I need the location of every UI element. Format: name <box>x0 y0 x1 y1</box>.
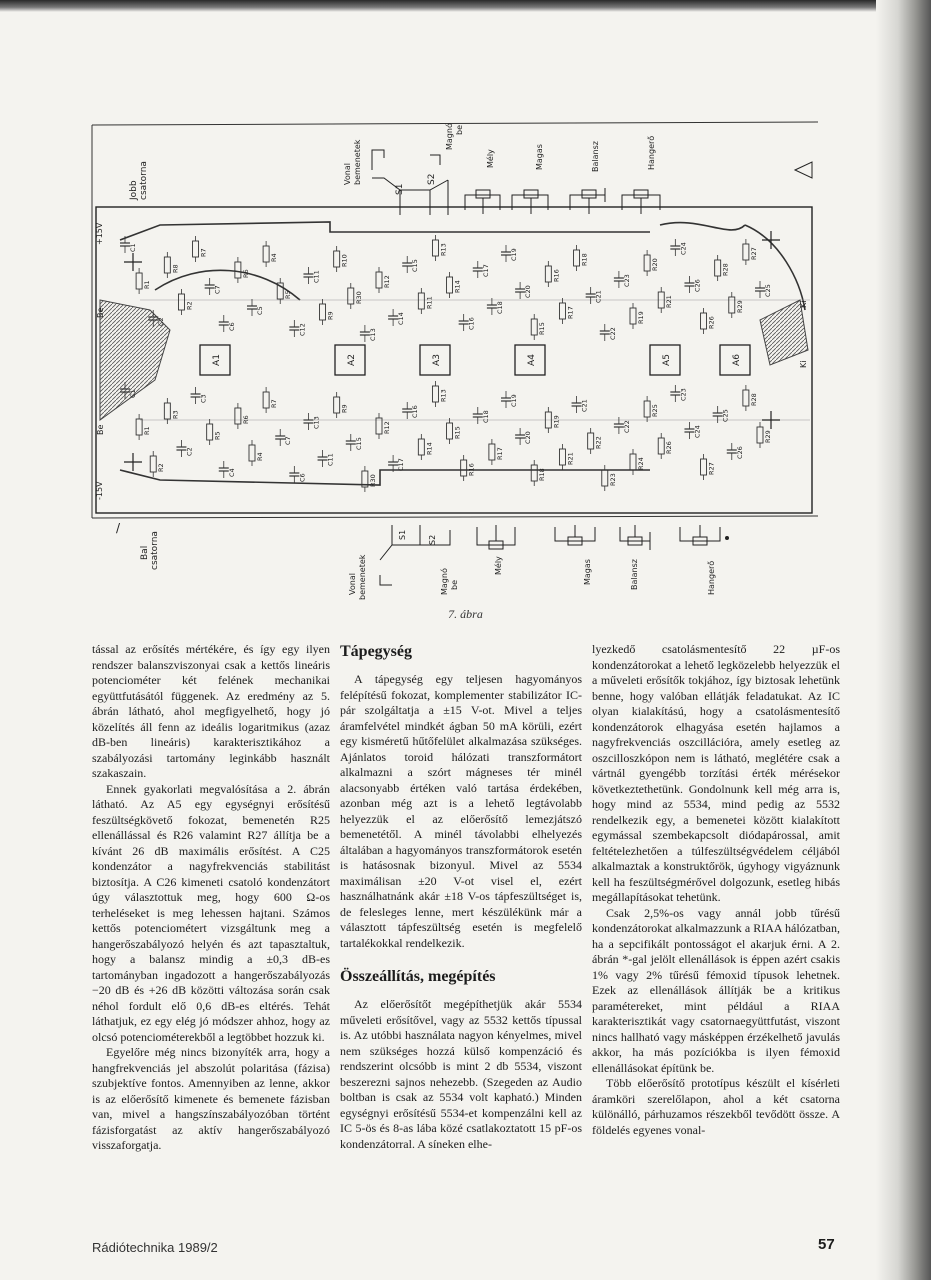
text-column-1 <box>92 642 330 1154</box>
component-label: R13 <box>439 243 448 256</box>
component-c11 <box>303 267 320 284</box>
component-label: C1 <box>129 243 137 252</box>
component-label: R18 <box>538 468 547 481</box>
component-r6 <box>235 403 250 429</box>
label-jobb: Jobb <box>129 180 139 200</box>
component-label: R6 <box>241 269 250 278</box>
component-r29 <box>757 422 772 448</box>
paragraph: Csak 2,5%-os vagy annál jobb tűrésű kondenzátorokat alkalmazzunk a RIAA hálózatban, ha a sepcifikált pontosságot el akarjuk érni. A 2. ábrán *-gal jelölt ellenállások is éppen azért csakis 1% vagy 2% tűrésű fémoxid típusok lehetnek. Ezek az ellenállások állítják be a kritikus paramétereket, mint például a RIAA karakterisztikát vagy csatornaegyüttfutást, viszont nincs hallható vagy másképpen érzékelhető javulás akkor, ha más pozíciókba is ilyen fémoxid ellenállásokat építünk be. <box>592 905 840 1075</box>
component-c7 <box>205 278 222 295</box>
component-label: R7 <box>199 248 208 257</box>
label-magas: Magas <box>535 144 544 170</box>
component-label: C21 <box>594 290 603 303</box>
component-label: R17 <box>566 306 575 319</box>
label-input-bottom: Be <box>96 424 105 435</box>
component-label: R1 <box>143 426 152 435</box>
component-r15 <box>531 314 546 340</box>
component-label: C6 <box>298 473 307 482</box>
component-r9 <box>334 392 349 418</box>
component-r1 <box>136 268 151 294</box>
label-bal: Bal <box>140 545 150 560</box>
text-column-3 <box>592 642 840 1138</box>
component-r6 <box>235 257 250 283</box>
label-hangero: Hangerő <box>647 135 656 170</box>
opamp-label: A2 <box>347 354 357 366</box>
component-label: C25 <box>721 409 730 422</box>
component-r28 <box>743 385 758 411</box>
component-r23 <box>602 465 617 491</box>
component-c13 <box>360 325 377 342</box>
component-c21 <box>572 396 589 413</box>
component-c23 <box>670 385 687 402</box>
section-heading-tapegyseg: Tápegység <box>340 643 412 660</box>
label-bemenetek-bottom: bemenetek <box>358 554 367 600</box>
component-label: R24 <box>637 457 645 470</box>
component-c16 <box>459 314 476 331</box>
top-panel-labels <box>129 123 812 215</box>
opamp-label: A6 <box>732 354 742 366</box>
frame-bottom-line <box>92 516 818 518</box>
component-label: C17 <box>481 264 490 277</box>
component-label: R10 <box>340 254 349 267</box>
component-c5 <box>247 299 264 316</box>
publication-footer: Rádiótechnika 1989/2 <box>92 1240 218 1255</box>
component-label: C5 <box>256 306 264 315</box>
component-r21 <box>559 444 574 470</box>
component-c22 <box>600 324 617 341</box>
label-be-bottom: be <box>450 580 459 590</box>
pcb-layout-figure <box>85 95 825 605</box>
component-c11 <box>318 450 335 467</box>
component-r7 <box>193 236 208 262</box>
component-label: C18 <box>495 301 504 314</box>
component-c20 <box>515 428 532 445</box>
scan-edge-right <box>876 0 931 1280</box>
component-r28 <box>715 255 730 281</box>
component-label: R5 <box>284 290 293 299</box>
component-r26 <box>658 433 673 459</box>
component-label: C15 <box>354 437 363 450</box>
component-c18 <box>473 407 490 424</box>
component-label: C23 <box>679 388 688 401</box>
component-label: R12 <box>383 275 391 288</box>
opamp-a6 <box>720 345 750 375</box>
component-label: R16 <box>467 463 476 476</box>
component-label: C6 <box>227 322 236 331</box>
component-label: R14 <box>453 280 462 293</box>
label-be: be <box>455 125 464 135</box>
component-label: C11 <box>326 453 335 466</box>
label-output-top: Ki <box>799 300 808 308</box>
component-r4 <box>249 440 264 466</box>
paragraph: Egyelőre még nincs bizonyíték arra, hogy a hangfrekvenciás jel abszolút polaritása (fázisa) szubjektíve fontos. Amennyiben az lenne, akkor is az előerősítő kimenete és bemenete fázisban van, mivel a hangszínszabályozóban történt fázisforgatást az aktív hangerőszabályozó visszaforgatja. <box>92 1045 330 1152</box>
component-label: R15 <box>453 426 462 439</box>
label-s2: S2 <box>427 173 437 185</box>
component-c15 <box>402 256 419 273</box>
component-r26 <box>701 308 716 334</box>
component-r11 <box>418 288 433 314</box>
component-label: C20 <box>524 285 533 298</box>
component-r22 <box>588 428 603 454</box>
component-label: R12 <box>383 421 391 434</box>
component-label: R7 <box>270 399 279 408</box>
component-c12 <box>289 320 306 337</box>
component-c19 <box>501 391 518 408</box>
paragraph: lyezkedő csatolásmentesítő 22 µF-os kondenzátorokat a lehető legközelebb helyezzük el a műveleti erősítők tokjához, így biztosak lehetünk benne, hogy valóban ellátják feladatukat. Az IC olyan kialakítású, hogy a csatolásmentesítő kondenzátorok elhagyása esetén hajlamos a nagyfrekvenciás oszcillációra, amely esetleg az oszcilloszkópon nem is látható, meglétére csak a vártnál gyengébb torzítási érték mérésekor következtethetünk. Gondolnunk kell még arra is, hogy mind az 5534, mind pedig az 5532 rendelkezik egy, a bemenetei között kialakított egymással szembekapcsolt diódapárossal, amit feltételezhetően a túlfeszültségvédelem céljából alkalmaztak a konstruktőrök, úgyhogy vigyáznunk kell ha feszültségmérővel dolgozunk, esetleg hibás megállapításokat tehetünk. <box>592 642 840 904</box>
paragraph: Ennek gyakorlati megvalósítása a 2. ábrán látható. Az A5 egy egységnyi erősítésű feszültségkövető fokozat, bemenetén R25 ellenállással és R26 valamint R27 állítja be a kívánt 26 dB maximális erősítést. A C25 kondenzátor a nagyfrekvenciás stabilitást biztosítja. A C26 kimeneti csatoló kondenzátort úgy választottuk meg, hogy 600 Ω-os terheléseket is meg lehessen hajtani. Számos kettős potenciométert vizsgáltunk meg a hangerőszabályozó helyén és azt tapasztaltuk, hogy a balansz mindig a ±0,3 dB-es tartományban ingadozott a hangerőszabályozás −20 dB és +26 dB közötti változása során csak néhol fordult elő 0,6 dB-es eltérés. Tehát láthatjuk, ez egy elég jó módszer ahhoz, hogy az olcsó potenciométerekből a legtöbbet hozzuk ki. <box>92 781 330 1044</box>
component-label: R17 <box>495 447 504 460</box>
component-c19 <box>501 245 518 262</box>
component-c22 <box>614 417 631 434</box>
component-label: C16 <box>411 405 420 418</box>
label-vonal: Vonal <box>343 163 352 185</box>
component-r30 <box>348 283 363 309</box>
component-r16 <box>545 261 560 287</box>
component-label: R22 <box>594 436 603 449</box>
component-label: C7 <box>213 285 222 294</box>
label-mely-bottom: Mély <box>494 556 503 575</box>
component-c3 <box>191 387 208 404</box>
component-label: R29 <box>735 300 744 313</box>
opamp-a2 <box>335 345 365 375</box>
label-input-top: Be <box>96 307 105 318</box>
label-s1: S1 <box>395 183 405 195</box>
component-r14 <box>418 434 433 460</box>
label-plus-15v: +15V <box>95 222 104 245</box>
component-c24 <box>670 239 687 256</box>
component-c23 <box>614 271 631 288</box>
component-label: R27 <box>749 247 758 260</box>
label-mely: Mély <box>486 149 495 168</box>
component-label: R30 <box>354 291 363 304</box>
component-r27 <box>701 454 716 480</box>
component-c20 <box>515 282 532 299</box>
label-magno: Magnó <box>445 123 454 150</box>
component-label: R13 <box>439 389 448 402</box>
component-r25 <box>644 396 659 422</box>
component-label: R26 <box>665 441 674 454</box>
component-label: C15 <box>411 259 420 272</box>
component-r12 <box>376 413 391 439</box>
component-r20 <box>644 250 659 276</box>
component-label: C13 <box>368 328 377 341</box>
component-c16 <box>402 402 419 419</box>
component-r19 <box>630 303 645 329</box>
component-r27 <box>743 239 758 265</box>
opamp-label: A1 <box>212 354 222 366</box>
opamp-label: A5 <box>662 354 672 366</box>
ground-plane-right <box>760 300 808 365</box>
scan-edge-top <box>0 0 931 12</box>
component-label: C3 <box>199 394 208 403</box>
component-label: R14 <box>425 442 434 455</box>
component-label: R28 <box>721 263 730 276</box>
label-balansz: Balansz <box>591 141 600 172</box>
component-r17 <box>489 439 504 465</box>
label-s1-bottom: S1 <box>398 529 407 540</box>
ground-triangle-icon <box>795 162 812 178</box>
component-r4 <box>263 241 278 267</box>
component-label: R27 <box>707 462 716 475</box>
component-r24 <box>630 449 645 475</box>
component-label: R2 <box>157 463 166 472</box>
component-c18 <box>487 298 504 315</box>
component-r16 <box>461 455 476 481</box>
frame-top-line <box>92 122 818 125</box>
component-label: R30 <box>368 474 377 487</box>
component-label: C12 <box>298 323 307 336</box>
component-label: R9 <box>326 311 335 320</box>
component-label: R15 <box>538 322 547 335</box>
component-label: R26 <box>707 316 716 329</box>
label-vonal-bottom: Vonal <box>348 573 357 595</box>
component-c17 <box>473 261 490 278</box>
component-c2 <box>176 440 193 457</box>
component-label: C24 <box>679 242 688 255</box>
component-label: C25 <box>764 284 772 297</box>
component-label: C7 <box>284 436 293 445</box>
component-r1 <box>136 414 151 440</box>
component-label: C11 <box>312 270 321 283</box>
component-label: C16 <box>467 317 476 330</box>
component-r10 <box>334 246 349 272</box>
opamp-label: A4 <box>527 354 537 366</box>
component-r18 <box>574 245 589 271</box>
component-r2 <box>178 289 193 315</box>
component-c7 <box>275 429 292 446</box>
section-heading-osszeallitas: Összeállítás, megépítés <box>340 968 496 985</box>
component-label: R3 <box>171 410 180 419</box>
label-balansz-bottom: Balansz <box>630 559 639 590</box>
component-label: R6 <box>241 415 250 424</box>
component-c15 <box>346 434 363 451</box>
component-label: C22 <box>622 420 631 433</box>
page-number: 57 <box>818 1236 835 1253</box>
component-label: R25 <box>651 404 660 417</box>
component-c14 <box>388 309 405 326</box>
component-c26 <box>727 443 744 460</box>
component-label: R29 <box>764 430 772 443</box>
component-label: C19 <box>510 248 518 261</box>
component-c25 <box>713 406 730 423</box>
component-label: C18 <box>481 410 490 423</box>
label-bemenetek: bemenetek <box>353 139 362 185</box>
component-label: R21 <box>665 295 674 308</box>
component-c25 <box>755 281 772 298</box>
component-r18 <box>531 460 546 486</box>
component-c6 <box>219 315 236 332</box>
component-c26 <box>684 276 701 293</box>
component-label: C2 <box>157 317 166 326</box>
component-r14 <box>447 272 462 298</box>
opamp-a1 <box>200 345 230 375</box>
component-r13 <box>432 235 447 261</box>
label-magas-bottom: Magas <box>583 559 592 585</box>
component-label: C19 <box>510 394 518 407</box>
component-r13 <box>432 381 447 407</box>
component-label: R8 <box>171 264 180 273</box>
label-minus-15v: -15V <box>95 481 104 500</box>
component-label: C20 <box>524 431 533 444</box>
opamp-a3 <box>420 345 450 375</box>
component-c13 <box>303 413 320 430</box>
component-c24 <box>684 422 701 439</box>
component-label: C22 <box>608 327 617 340</box>
opamp-a4 <box>515 345 545 375</box>
component-label: R20 <box>651 258 660 271</box>
ground-slash-icon: / <box>116 521 121 535</box>
component-r30 <box>362 466 377 492</box>
component-r12 <box>376 267 391 293</box>
figure-caption: 7. ábra <box>448 607 483 621</box>
component-label: R5 <box>213 431 222 440</box>
opamp-layer <box>200 345 750 375</box>
label-s2-bottom: S2 <box>428 534 437 545</box>
component-label: C2 <box>185 447 194 456</box>
paragraph: Az előerősítőt megépíthetjük akár 5534 műveleti erősítővel, vagy az 5532 kettős típussal is. Az utóbbi használata nagyon kényelmes, mivel nem szükséges hozzá külső kompenzáció és rendszerint olcsóbb is mint 2 db 5534, viszont beszerezni sajnos nehezebb. (Szegeden az Audio boltban is csak az 5534 volt kapható.) Minden egységnyi erősítésű 5534-et kompenzálni kell az IC 5-ös és 8-as lába közé csatlakoztatott 15 pF-os kondenzátorral. A síneken elhe- <box>340 997 582 1151</box>
paragraph: A tápegység egy teljesen hagyományos felépítésű fokozat, komplementer stabilizátor IC-pár szolgáltatja a ±15 V-ot. Mivel a teljes áramfelvétel mindkét ágban 50 mA körüli, ezért egy kisméretű hűtőfelület alkalmazása szükséges. Ajánlatos toroid hálózati transzformátort alkalmazni a szórt mágneses tér minél alacsonyabb értéken való tartása érdekében, azonban még azt is a lehető legtávolabb helyezzük el az előerősítő lemezjátszó bemenetétől. A minél távolabbi elhelyezés általában a hagyományos transzformátorok esetén is hatásosnak bizonyul. Mivel az 5534 maximálisan ±20 V-ot visel el, ezért használhatnánk akár ±18 V-os tápfeszültséget is, de felesleges lenne, mert készülékünk már a választott tápfeszültség esetén is megfelelő tartalékokkal rendelkezik. <box>340 672 582 950</box>
component-label: C23 <box>622 274 631 287</box>
label-csatorna-bottom: csatorna <box>150 531 160 570</box>
paragraph: Több előerősítő prototípus készült el kísérleti áramköri szerelőlapon, ahol a két csatorna különálló, párhuzamos részekből tevődött össze. A földelés egyenes vonal- <box>592 1076 840 1137</box>
opamp-a5 <box>650 345 680 375</box>
component-label: R28 <box>749 393 758 406</box>
component-label: R4 <box>270 253 279 262</box>
component-label: C26 <box>735 446 744 459</box>
bottom-panel-labels <box>116 521 729 600</box>
label-csatorna: csatorna <box>139 161 149 200</box>
component-r9 <box>320 299 335 325</box>
label-hangero-bottom: Hangerő <box>707 560 716 595</box>
component-r29 <box>729 292 744 318</box>
component-label: R2 <box>185 301 194 310</box>
component-label: C24 <box>693 425 702 438</box>
component-label: R11 <box>425 296 434 309</box>
volume-dot-icon <box>725 536 729 540</box>
component-r2 <box>150 451 165 477</box>
component-label: R23 <box>608 473 617 486</box>
component-r5 <box>207 419 222 445</box>
paragraph: tással az erősítés mértékére, és így egy ilyen rendszer balanszviszonyai csak a kettős lineáris potenciométer két felének mechanikai együttfutásától függenek. Az eredmény az 5. ábrán látható, ahol megfigyelhető, hogy jó közelítés áll fenn az ideális logaritmikus (azaz dB-ben lineáris) karakterisztikához a szabályozási tartomány leginkább használt szakaszain. <box>92 642 330 780</box>
component-label: C14 <box>397 312 406 325</box>
component-label: C13 <box>312 416 321 429</box>
component-r17 <box>559 298 574 324</box>
component-label: C17 <box>397 458 406 471</box>
opamp-label: A3 <box>432 354 442 366</box>
component-label: C26 <box>693 279 702 292</box>
component-label: R4 <box>256 452 264 461</box>
component-c6 <box>289 466 306 483</box>
component-label: C1 <box>129 389 137 398</box>
component-r8 <box>164 252 179 278</box>
component-label: C21 <box>580 399 589 412</box>
component-label: R21 <box>566 452 575 465</box>
component-c4 <box>219 461 236 478</box>
label-magno-bottom: Magnó <box>440 568 449 595</box>
component-label: R9 <box>340 404 349 413</box>
label-output-bottom: Ki <box>799 360 808 368</box>
component-label: R19 <box>552 415 561 428</box>
component-label: R16 <box>552 269 561 282</box>
component-r15 <box>447 418 462 444</box>
component-label: R19 <box>637 311 645 324</box>
component-label: C4 <box>227 468 236 477</box>
component-c21 <box>586 287 603 304</box>
component-label: R1 <box>143 280 152 289</box>
text-column-2 <box>340 642 582 1152</box>
component-label: R18 <box>580 253 589 266</box>
component-r7 <box>263 387 278 413</box>
